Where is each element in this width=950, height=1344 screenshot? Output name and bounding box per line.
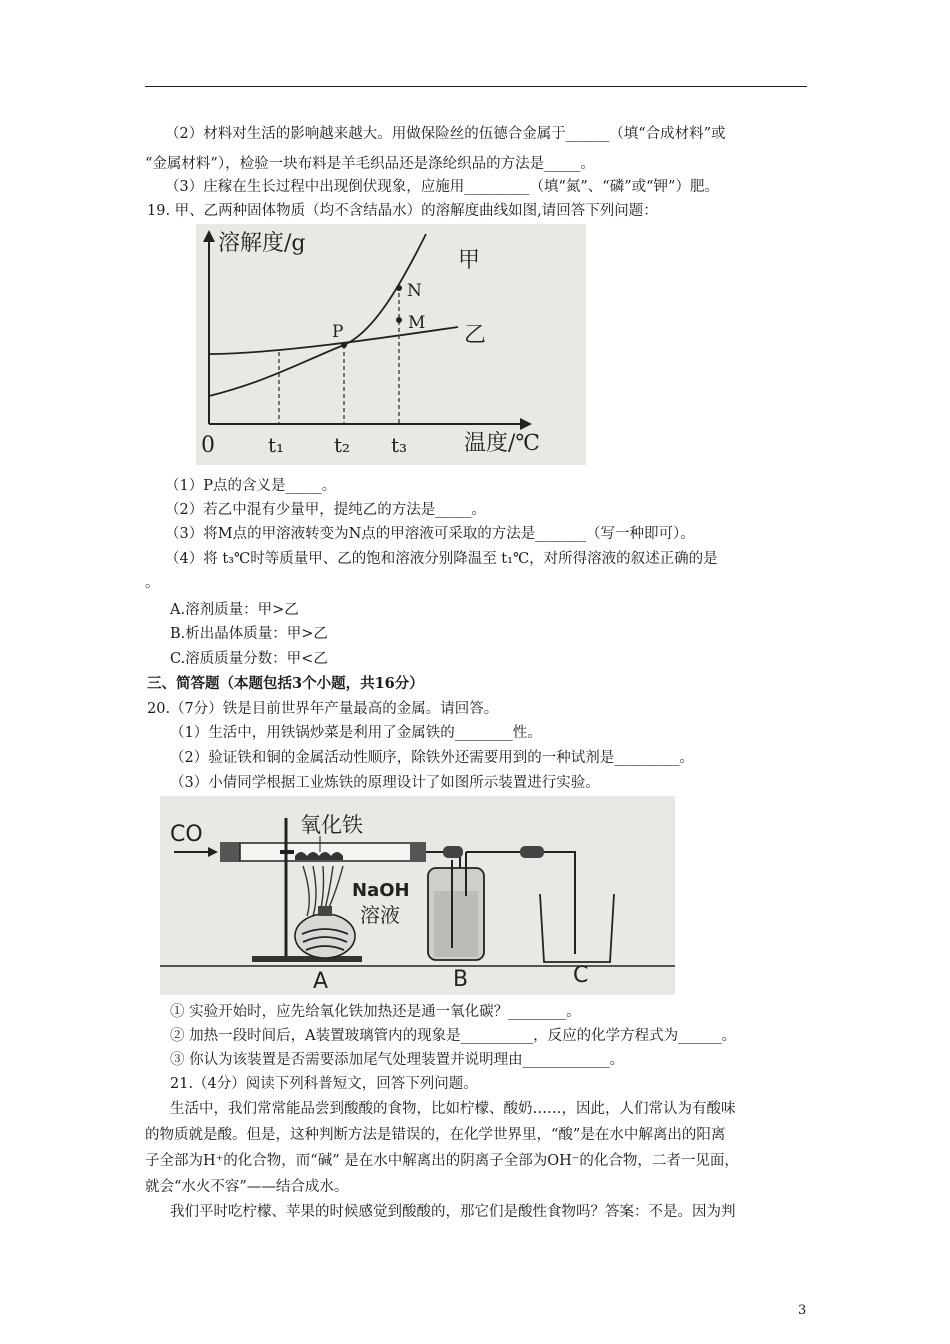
page-number: 3 (798, 1303, 807, 1318)
point-label-p: P (332, 322, 344, 342)
beaker (540, 894, 614, 962)
point-m (396, 317, 402, 323)
paragraph-line: 我们平时吃柠檬、苹果的时候感觉到酸酸的，那它们是酸性食物吗？答案：不是。因为判 (170, 1204, 736, 1220)
text-line: （2）材料对生活的影响越来越大。用做保险丝的伍德合金属于______（填“合成材料”或 (165, 126, 726, 142)
label-b: B (453, 967, 469, 992)
text-line: （2）验证铁和铜的金属活动性顺序，除铁外还需要用到的一种试剂是_________。 (170, 750, 694, 766)
lamp-neck (318, 906, 332, 916)
paragraph-line: 生活中，我们常常能品尝到酸酸的食物，比如柠檬、酸奶……，因此，人们常认为有酸味 (170, 1101, 736, 1117)
tick-t3: t₃ (391, 433, 408, 457)
section-heading: 三、简答题（本题包括3个小题，共16分） (147, 675, 424, 692)
iron-oxide-label: 氧化铁 (300, 813, 363, 837)
solubility-curve-figure (196, 224, 586, 465)
x-axis-arrow (520, 418, 532, 430)
text-line: （3）小倩同学根据工业炼铁的原理设计了如图所示装置进行实验。 (170, 775, 600, 791)
stopper-right (410, 842, 426, 862)
text-line: （1）P点的含义是_____。 (165, 478, 337, 494)
text-line: （3）庄稼在生长过程中出现倒伏现象，应施用_________（填“氮”、“磷”或“钾”）肥。 (165, 179, 719, 195)
apparatus-figure (160, 796, 675, 995)
point-label-n: N (407, 281, 422, 301)
text-line: ② 加热一段时间后，A装置玻璃管内的现象是__________，反应的化学方程式为______。 (170, 1028, 737, 1044)
stand-base (252, 956, 362, 962)
alcohol-lamp (295, 914, 355, 958)
question-20: 20.（7分）铁是目前世界年产量最高的金属。请回答。 (147, 701, 499, 717)
tick-t1: t₁ (268, 433, 285, 457)
tick-t2: t₂ (334, 433, 351, 457)
option-a: A.溶剂质量：甲>乙 (170, 602, 299, 618)
y-axis-label: 溶解度/g (218, 231, 306, 256)
paragraph-line: 的物质就是酸。但是，这种判断方法是错误的，在化学世界里，“酸”是在水中解离出的阳离 (145, 1127, 726, 1143)
curve-label-jia: 甲 (458, 248, 481, 273)
co-label: CO (170, 822, 203, 847)
text-line: “金属材料”），检验一块布料是羊毛织品还是涤纶织品的方法是_____。 (145, 156, 595, 172)
text-line: （1）生活中，用铁锅炒菜是利用了金属铁的________性。 (170, 725, 542, 741)
paragraph-line: 就会“水火不容”——结合成水。 (145, 1179, 349, 1195)
naoh-label: NaOH (352, 880, 410, 901)
origin-label: 0 (201, 433, 215, 458)
question-19: 19. 甲、乙两种固体物质（均不含结晶水）的溶解度曲线如图,请回答下列问题： (147, 203, 658, 219)
co-arrow-head (208, 847, 218, 857)
point-p (341, 342, 347, 348)
text-line: （3）将M点的甲溶液转变为N点的甲溶液可采取的方法是_______（写一种即可）。 (165, 526, 695, 542)
curve-jia (209, 234, 426, 396)
option-c: C.溶质质量分数：甲<乙 (170, 651, 328, 667)
text-line: 。 (145, 575, 160, 591)
curve-label-yi: 乙 (464, 323, 487, 348)
option-b: B.析出晶体质量：甲>乙 (170, 626, 328, 642)
paragraph-line: 子全部为H⁺的化合物，而“碱” 是在水中解离出的阴离子全部为OH⁻的化合物，二者一见面， (145, 1153, 739, 1169)
y-axis-arrow (203, 230, 215, 242)
text-line: （2）若乙中混有少量甲，提纯乙的方法是_____。 (165, 502, 486, 518)
x-axis-label: 温度/℃ (464, 431, 541, 456)
text-line: ① 实验开始时，应先给氧化铁加热还是通一氧化碳？________。 (170, 1004, 581, 1020)
question-21: 21.（4分）阅读下列科普短文，回答下列问题。 (170, 1076, 478, 1092)
label-c: C (573, 963, 589, 988)
label-a: A (313, 969, 329, 994)
connector-1 (443, 846, 463, 858)
point-label-m: M (408, 313, 426, 333)
naoh-solution (434, 891, 478, 957)
solution-label: 溶液 (360, 903, 400, 927)
text-line: （4）将 t₃℃时等质量甲、乙的饱和溶液分别降温至 t₁℃，对所得溶液的叙述正确的是 (165, 551, 718, 567)
header-rule (145, 86, 807, 87)
point-n (396, 285, 402, 291)
connector-2 (520, 846, 544, 858)
stopper-left (220, 842, 240, 862)
text-line: ③ 你认为该装置是否需要添加尾气处理装置并说明理由____________。 (170, 1052, 625, 1068)
